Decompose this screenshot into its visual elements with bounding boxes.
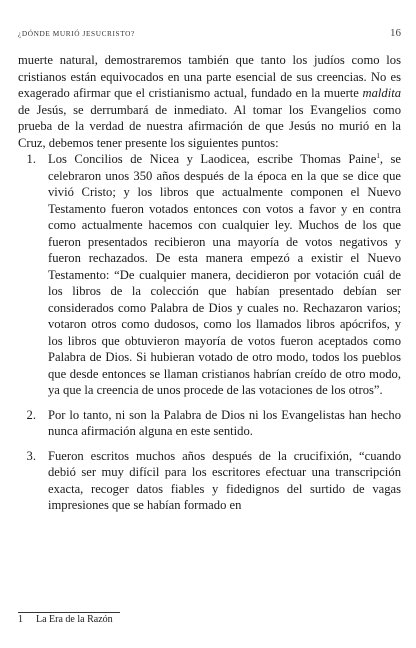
points-list (18, 151, 401, 514)
list-item-number: 2. (26, 407, 36, 422)
list-item-text: Fueron escritos muchos años después de la crucifixión, “cuando debió ser muy difícil para los escritores efectuar una transcripción exacta, recoger datos fiables y fidedignos del surtido de vagas impresiones que se habían formado en (48, 448, 401, 512)
intro-text-part2: de Jesús, se derrumbará de inmediato. Al tomar los Evangelios como prueba de la verdad de nuestra afirmación de que Jesús no murió en la Cruz, debemos tener presente los siguientes puntos: (18, 102, 401, 150)
list-item (18, 407, 401, 440)
running-head: ¿DÓNDE MURIÓ JESUCRISTO? (18, 29, 135, 38)
footnote (18, 613, 113, 627)
list-item-text: Por lo tanto, ni son la Palabra de Dios ni los Evangelistas han hecho nunca afirmación alguna en este sentido. (48, 407, 401, 438)
footnote-number: 1 (18, 614, 23, 625)
body-text (18, 52, 401, 514)
list-item (18, 151, 401, 399)
intro-emphasis: maldita (362, 86, 401, 100)
list-item-number: 1. (26, 152, 36, 166)
list-item-text: Los Concilios de Nicea y Laodicea, escribe Thomas Paine (48, 152, 377, 166)
footnote-reference: 1 (376, 151, 380, 160)
intro-text-part1: muerte natural, demostraremos también que tanto los judíos como los cristianos están equivocados en una parte esencial de sus creencias. No es exagerado afirmar que el cristianismo actual, fundado en la muerte (18, 53, 401, 100)
page-header (18, 20, 401, 42)
intro-paragraph (18, 52, 401, 151)
footnote-text: La Era de la Razón (36, 614, 113, 625)
list-item-text-continued: , se celebraron unos 350 años después de la época en la que se dice que vivió Cristo; y los libros que actualmente componen el Nuevo Testamento fueron votados entonces con votos a favor y en contra como actualmente hacemos con cualquier ley. Muchos de los que fueron presentados recibieron una mayoría de votos negativos y fueron rechazados. De esta manera empezó a existir el Nuevo Testamento: “De cualquier manera, decidieron por votación cuál de los libros de la colección que habían presentado debían ser considerados como Palabra de Dios y cuales no. Rechazaron varios; votaron otros como dudosos, como los llamados libros apócrifos, y los libros que obtuvieron mayoría de votos fueron aceptados como Palabra de Dios. Si hubieran votado de otro modo, todos los pueblos que desde entonces se llaman cristianos habrían creído de otro modo, ya que la creencia de unos procede de las votaciones de los otros”. (48, 152, 401, 397)
list-item-number: 3. (26, 448, 36, 463)
list-item (18, 448, 401, 514)
page-number: 16 (390, 27, 401, 39)
